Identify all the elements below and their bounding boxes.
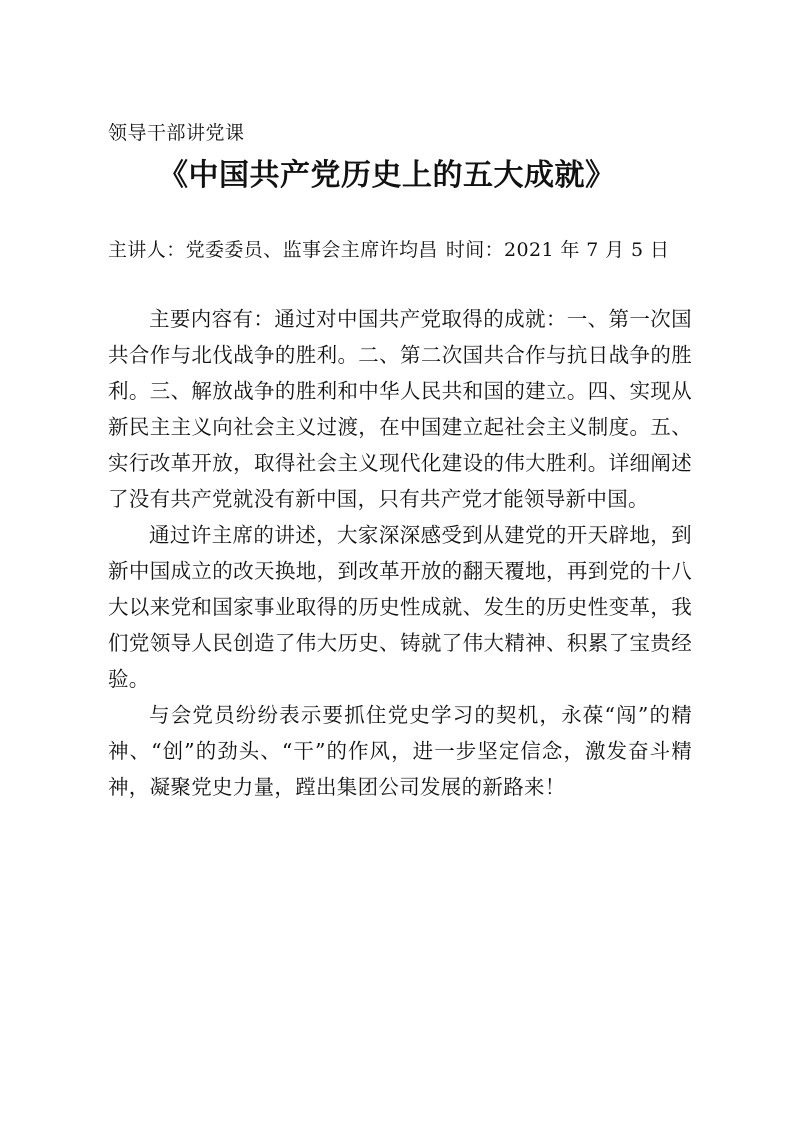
date-info: 时间：2021 年 7 月 5 日 xyxy=(445,239,670,261)
document-category: 领导干部讲党课 xyxy=(108,122,245,144)
paragraph-main-content: 主要内容有：通过对中国共产党取得的成就：一、第一次国共合作与北伐战争的胜利。二、第二次国共合作与抗日战争的胜利。三、解放战争的胜利和中华人民共和国的建立。四、实现从新民主主义向社会主义过渡，在中国建立起社会主义制度。五、实行改革开放，取得社会主义现代化建设的伟大胜利。详细阐述了没有共产党就没有新中国，只有共产党才能领导新中国。 xyxy=(108,307,692,511)
speaker-line xyxy=(108,235,677,262)
paragraph-resolution: 与会党员纷纷表示要抓住党史学习的契机，永葆“闯”的精神、“创”的劲头、“干”的作风，进一步坚定信念，激发奋斗精神，凝聚党史力量，蹚出集团公司发展的新路来！ xyxy=(108,703,692,799)
document-title: 《中国共产党历史上的五大成就》 xyxy=(158,158,616,193)
paragraph-reflection: 通过许主席的讲述，大家深深感受到从建党的开天辟地，到新中国成立的改天换地，到改革开放的翻天覆地，再到党的十八大以来党和国家事业取得的历史性成就、发生的历史性变革，我们党领导人民创造了伟大历史、铸就了伟大精神、积累了宝贵经验。 xyxy=(108,523,692,691)
speaker-info: 主讲人：党委委员、监事会主席许均昌 xyxy=(108,239,438,261)
document-body xyxy=(108,301,692,805)
